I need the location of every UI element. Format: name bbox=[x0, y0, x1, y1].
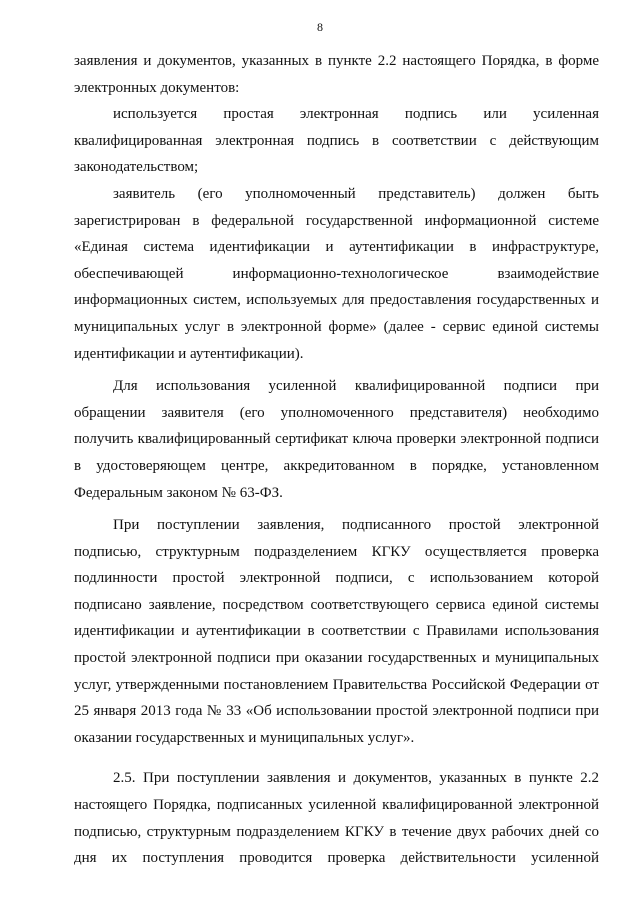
paragraph-signature-type: используется простая электронная подпись или усиленная квалифицированная электронная подпись в соответствии с действующим законодательством; bbox=[74, 106, 599, 176]
paragraph-registration: заявитель (его уполномоченный представитель) должен быть зарегистрирован в федеральной государственной информационной системе «Единая система идентификации и аутентификации в инфраструктуре, обеспечивающей информационно-технологическое взаимодействие информационных систем, используемых для предоставления государственных и муниципальных услуг в электронной форме» (далее - сервис единой системы идентификации и аутентификации). bbox=[74, 185, 599, 362]
paragraph-continuation: заявления и документов, указанных в пункте 2.2 настоящего Порядка, в форме электронных документов: bbox=[74, 53, 599, 96]
paragraph-qualified-certificate: Для использования усиленной квалифицированной подписи при обращении заявителя (его уполномоченного представителя) необходимо получить квалифицированный сертификат ключа проверки электронной подписи в удостоверяющем центре, аккредитованном в порядке, установленном Федеральным законом № 63-ФЗ. bbox=[74, 378, 599, 501]
page-number: 8 bbox=[317, 20, 323, 34]
paragraph-section-2-5: 2.5. При поступлении заявления и документов, указанных в пункте 2.2 настоящего Порядка, подписанных усиленной квалифицированной электронной подписью, структурным подразделением КГКУ в течение двух рабочих дней со дня их поступления проводится проверка действительности усиленной bbox=[74, 770, 599, 867]
document-body bbox=[74, 48, 599, 872]
paragraph-simple-signature-check: При поступлении заявления, подписанного простой электронной подписью, структурным подразделением КГКУ осуществляется проверка подлинности простой электронной подписи, с использованием которой подписано заявление, посредством соответствующего сервиса единой системы идентификации и аутентификации в соответствии с Правилами использования простой электронной подписи при оказании государственных и муниципальных услуг, утвержденными постановлением Правительства Российской Федерации от 25 января 2013 года № 33 «Об использовании простой электронной подписи при оказании государственных и муниципальных услуг». bbox=[74, 517, 599, 746]
